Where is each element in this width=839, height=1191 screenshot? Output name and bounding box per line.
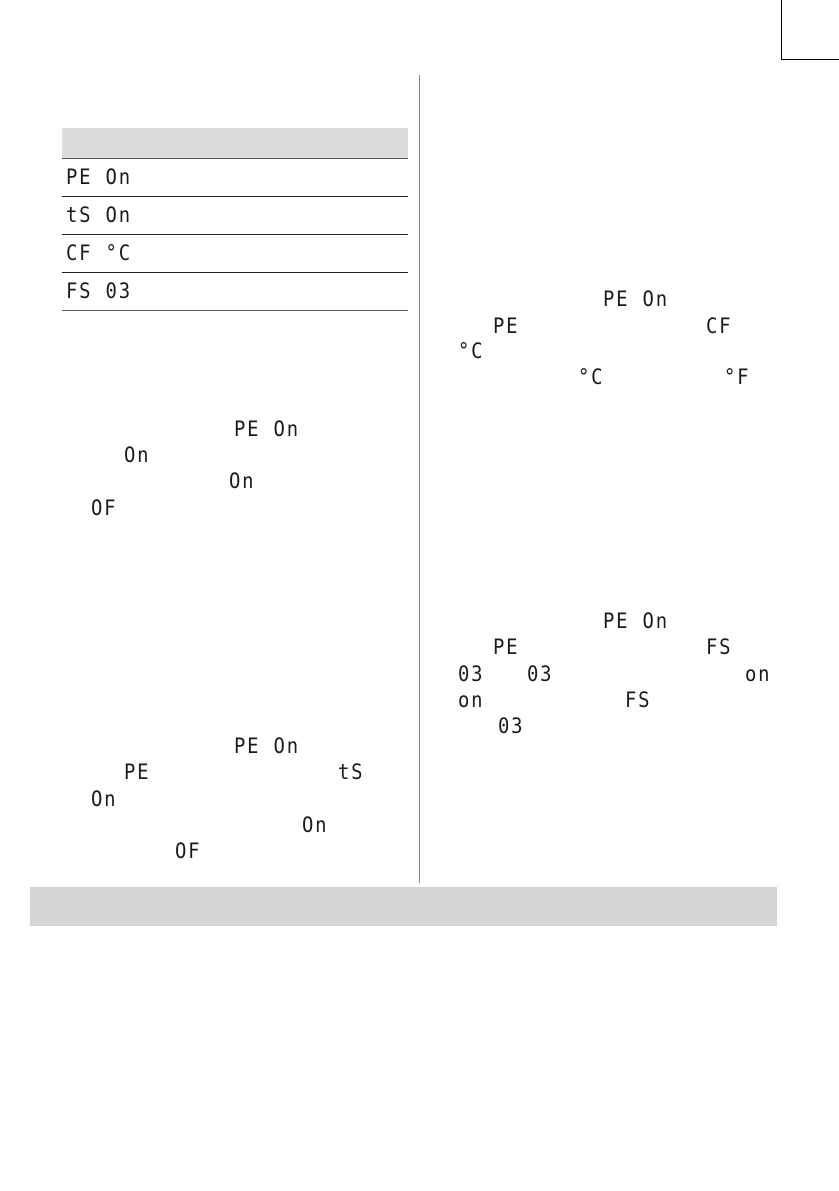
lcd-code: CF — [706, 314, 733, 338]
code-table — [62, 128, 408, 311]
lcd-code: FS — [625, 688, 652, 712]
lcd-code: On — [124, 443, 151, 467]
lcd-code: On — [91, 787, 118, 811]
lcd-code: 03 — [527, 662, 554, 686]
lcd-code: °F — [724, 365, 751, 389]
table-row — [62, 273, 408, 311]
lcd-code: tS On — [66, 203, 132, 227]
lcd-code: PE — [493, 314, 520, 338]
lcd-code: FS 03 — [66, 279, 132, 303]
column-divider — [419, 75, 420, 883]
lcd-code: PE — [493, 635, 520, 659]
lcd-code: On — [302, 813, 329, 837]
table-row — [62, 159, 408, 197]
lcd-code: PE — [124, 760, 151, 784]
lcd-code: PE On — [66, 165, 132, 189]
lcd-code: 03 — [458, 662, 485, 686]
lcd-code: CF °C — [66, 241, 132, 265]
lcd-code: 03 — [498, 714, 525, 738]
lcd-code: on — [458, 688, 485, 712]
table-row — [62, 197, 408, 235]
lcd-code: on — [745, 662, 772, 686]
lcd-code: tS — [338, 760, 365, 784]
lcd-code: PE On — [234, 734, 300, 758]
lcd-code: FS — [706, 635, 733, 659]
lcd-code: PE On — [603, 287, 669, 311]
lcd-code: °C — [458, 339, 485, 363]
table-header — [62, 128, 408, 159]
lcd-code: PE On — [234, 417, 300, 441]
table-row — [62, 235, 408, 273]
crop-mark-top-right-v — [781, 0, 782, 60]
lcd-code: OF — [91, 496, 118, 520]
crop-mark-top-right-h — [781, 59, 839, 60]
section-heading-bar — [30, 887, 777, 926]
lcd-code: On — [229, 469, 256, 493]
lcd-code: PE On — [603, 609, 669, 633]
lcd-code: °C — [578, 365, 605, 389]
lcd-code: OF — [175, 839, 202, 863]
